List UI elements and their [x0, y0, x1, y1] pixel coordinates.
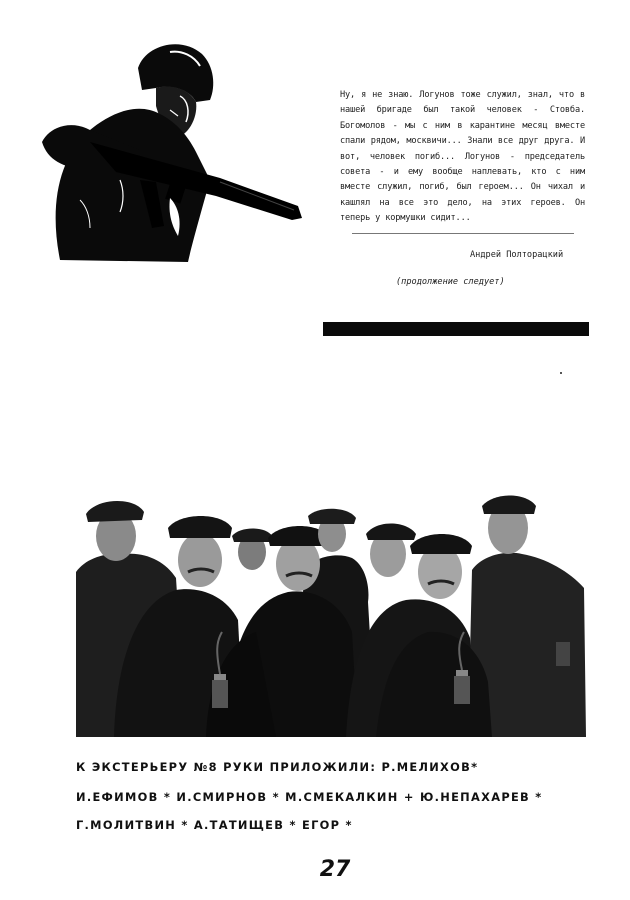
soldier-illustration [20, 30, 310, 262]
article-author: Андрей Полторацкий [470, 250, 564, 260]
print-speck [560, 372, 562, 374]
signature-rule [352, 233, 574, 234]
credits-line-2: И.ЕФИМОВ * И.СМИРНОВ * М.СМЕКАЛКИН + Ю.НЕПАХАРЕВ * [76, 790, 543, 804]
credits-line-1: К ЭКСТЕРЬЕРУ №8 РУКИ ПРИЛОЖИЛИ: Р.МЕЛИХОВ* [76, 760, 479, 774]
credits-line-3: Г.МОЛИТВИН * А.ТАТИЩЕВ * ЕГОР * [76, 818, 353, 832]
section-divider-bar [323, 322, 589, 336]
article-body: Ну, я не знаю. Логунов тоже служил, знал, что в нашей бригаде был такой человек - Стовба. Богомолов - мы с ним в карантине месяц вместе спали рядом, москвичи... Знали все друг друга. И вот, человек погиб... Логунов - председатель совета - и ему вообще наплевать, кто с ним вместе служил, погиб, был героем... Он чихал и кашлял на все это дело, на этих героев. Он теперь у кормушки сидит... [340, 90, 585, 224]
page-number: 27 [319, 857, 351, 882]
continued-note: (продолжение следует) [396, 277, 505, 287]
miners-group-photo [76, 492, 586, 737]
